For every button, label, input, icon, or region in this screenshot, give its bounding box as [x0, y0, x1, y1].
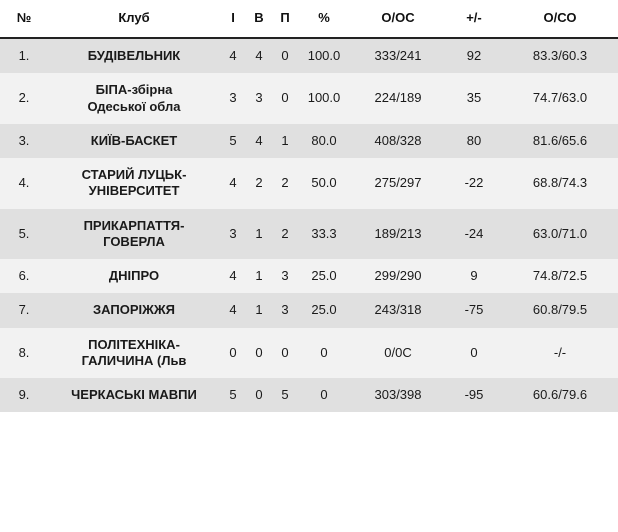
row-pct: 33.3 [298, 209, 350, 260]
table-row [0, 158, 618, 209]
row-avg-for-against: 63.0/71.0 [502, 209, 618, 260]
row-club [48, 158, 220, 209]
club-name-line1: ПРИКАРПАТТЯ- [83, 217, 185, 233]
table-header [0, 0, 618, 38]
row-rank: 6. [0, 259, 48, 293]
table-row [0, 259, 618, 293]
row-games: 4 [220, 158, 246, 209]
club-name-line2: УНІВЕРСИТЕТ [88, 183, 180, 199]
row-club [48, 38, 220, 73]
row-club [48, 293, 220, 327]
row-diff: 0 [446, 328, 502, 379]
club-name-line1: БІПА-збірна [95, 82, 173, 98]
row-club [48, 259, 220, 293]
row-wins: 4 [246, 38, 272, 73]
row-avg-for-against: 68.8/74.3 [502, 158, 618, 209]
row-pct: 100.0 [298, 73, 350, 124]
row-rank: 7. [0, 293, 48, 327]
club-name-line1: ЧЕРКАСЬКІ МАВПИ [71, 387, 197, 402]
row-avg-for-against: 83.3/60.3 [502, 38, 618, 73]
row-club [48, 378, 220, 412]
row-pct: 0 [298, 378, 350, 412]
row-wins: 0 [246, 328, 272, 379]
table-row [0, 73, 618, 124]
row-points-for-against: 243/318 [350, 293, 446, 327]
row-rank: 8. [0, 328, 48, 379]
row-wins: 1 [246, 259, 272, 293]
row-avg-for-against: 60.8/79.5 [502, 293, 618, 327]
row-avg-for-against: 81.6/65.6 [502, 124, 618, 158]
row-games: 4 [220, 293, 246, 327]
row-rank: 3. [0, 124, 48, 158]
row-rank: 9. [0, 378, 48, 412]
club-name-line1: БУДІВЕЛЬНИК [87, 48, 181, 63]
row-club [48, 124, 220, 158]
column-header-avg-for-against: О/СО [502, 0, 618, 38]
row-points-for-against: 224/189 [350, 73, 446, 124]
row-points-for-against: 333/241 [350, 38, 446, 73]
row-club [48, 328, 220, 379]
table-row [0, 378, 618, 412]
row-pct: 25.0 [298, 259, 350, 293]
row-pct: 100.0 [298, 38, 350, 73]
club-name-line2: ГАЛИЧИНА (Льв [81, 352, 187, 368]
table-row [0, 38, 618, 73]
row-losses: 0 [272, 73, 298, 124]
row-diff: -95 [446, 378, 502, 412]
row-games: 3 [220, 73, 246, 124]
table-body [0, 38, 618, 412]
row-losses: 0 [272, 328, 298, 379]
row-club [48, 73, 220, 124]
club-name-line2: ГОВЕРЛА [103, 233, 165, 249]
row-rank: 4. [0, 158, 48, 209]
row-points-for-against: 299/290 [350, 259, 446, 293]
row-avg-for-against: -/- [502, 328, 618, 379]
row-wins: 0 [246, 378, 272, 412]
row-losses: 5 [272, 378, 298, 412]
row-losses: 2 [272, 158, 298, 209]
club-name-line1: ДНІПРО [108, 268, 160, 283]
column-header-pct: % [298, 0, 350, 38]
row-points-for-against: 189/213 [350, 209, 446, 260]
row-wins: 1 [246, 293, 272, 327]
row-diff: 35 [446, 73, 502, 124]
row-games: 0 [220, 328, 246, 379]
row-points-for-against: 303/398 [350, 378, 446, 412]
club-name-line1: ЗАПОРІЖЖЯ [93, 302, 175, 318]
column-header-rank: № [0, 0, 48, 38]
row-wins: 4 [246, 124, 272, 158]
row-games: 5 [220, 124, 246, 158]
table-row [0, 293, 618, 327]
header-row [0, 0, 618, 38]
club-name-line2: Одеської обла [87, 98, 181, 114]
row-pct: 80.0 [298, 124, 350, 158]
row-pct: 25.0 [298, 293, 350, 327]
row-losses: 3 [272, 259, 298, 293]
row-games: 3 [220, 209, 246, 260]
row-rank: 1. [0, 38, 48, 73]
row-wins: 1 [246, 209, 272, 260]
table-row [0, 124, 618, 158]
table-row [0, 209, 618, 260]
row-pct: 50.0 [298, 158, 350, 209]
row-pct: 0 [298, 328, 350, 379]
row-points-for-against: 0/0С [350, 328, 446, 379]
row-diff: 80 [446, 124, 502, 158]
row-losses: 3 [272, 293, 298, 327]
row-avg-for-against: 74.8/72.5 [502, 259, 618, 293]
club-name-line1: СТАРИЙ ЛУЦЬК- [81, 167, 187, 182]
column-header-points-for-against: О/ОС [350, 0, 446, 38]
row-diff: -24 [446, 209, 502, 260]
row-losses: 1 [272, 124, 298, 158]
row-diff: -22 [446, 158, 502, 209]
club-name-line1: ПОЛІТЕХНІКА- [88, 336, 180, 352]
column-header-losses: П [272, 0, 298, 38]
column-header-club: Клуб [48, 0, 220, 38]
table-row [0, 328, 618, 379]
row-points-for-against: 408/328 [350, 124, 446, 158]
column-header-games: І [220, 0, 246, 38]
row-games: 4 [220, 38, 246, 73]
club-name-line1: КИЇВ-БАСКЕТ [90, 132, 178, 148]
row-diff: -75 [446, 293, 502, 327]
column-header-wins: В [246, 0, 272, 38]
row-losses: 2 [272, 209, 298, 260]
row-games: 4 [220, 259, 246, 293]
row-rank: 2. [0, 73, 48, 124]
column-header-diff: +/- [446, 0, 502, 38]
row-avg-for-against: 60.6/79.6 [502, 378, 618, 412]
row-losses: 0 [272, 38, 298, 73]
row-games: 5 [220, 378, 246, 412]
row-club [48, 209, 220, 260]
row-wins: 2 [246, 158, 272, 209]
row-wins: 3 [246, 73, 272, 124]
row-avg-for-against: 74.7/63.0 [502, 73, 618, 124]
row-diff: 9 [446, 259, 502, 293]
row-rank: 5. [0, 209, 48, 260]
row-points-for-against: 275/297 [350, 158, 446, 209]
row-diff: 92 [446, 38, 502, 73]
